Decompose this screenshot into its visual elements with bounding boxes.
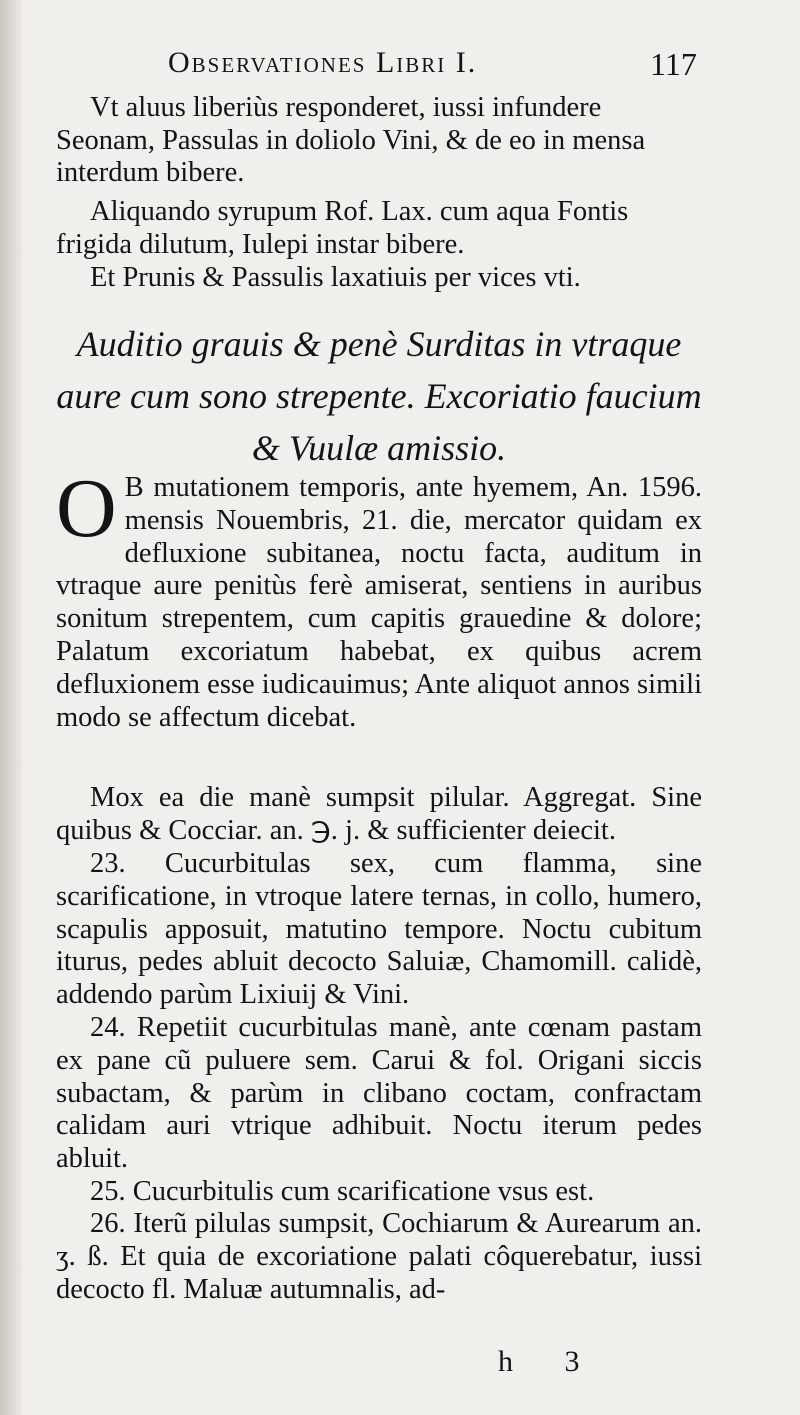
paragraph-syrupum: Aliquando syrupum Rof. Lax. cum aqua Fontis frigida dilutum, Iulepi instar bibere.	[56, 196, 629, 260]
paragraph-pilular: Mox ea die manè sumpsit pilular. Aggregat. Sine quibus & Cocciar. an. ℈. j. & sufficienter deiecit.	[56, 782, 702, 846]
case-description-text: B mutationem temporis, ante hyemem, An. 1596. mensis Nouembris, 21. die, mercator quidam ex defluxione subitanea, noctu facta, auditum in vtraque aure penitùs ferè amiserat, sentiens in auribus sonitum strepentem, cum capitis grauedine & dolore; Palatum excoriatum habebat, ex quibus acrem defluxionem esse iudicauimus; Ante aliquot annos simili modo se affectum dicebat.	[56, 472, 702, 733]
paragraph-day-26: 26. Iterũ pilulas sumpsit, Cochiarum & Aurearum an. ʒ. ß. Et quia de excoriatione palati côquerebatur, iussi decocto fl. Maluæ autumnalis, ad-	[56, 1208, 702, 1305]
paragraph-day-23: 23. Cucurbitulas sex, cum flamma, sine scarificatione, in vtroque latere ternas, in collo, humero, scapulis apposuit, matutino tempore. Noctu cubitum iturus, pedes abluit decocto Saluiæ, Chamomill. calidè, addendo parùm Lixiuij & Vini.	[56, 848, 702, 1011]
case-description-paragraph	[56, 462, 702, 734]
paragraph-day-25: 25. Cucurbitulis cum scarificatione vsus est.	[90, 1176, 595, 1207]
running-header	[0, 42, 800, 92]
page-number: 117	[650, 46, 697, 82]
paragraph-day-24: 24. Repetiit cucurbitulas manè, ante cœnam pastam ex pane cũ puluere sem. Carui & fol. Origani siccis subactam, & parùm in clibano coctam, confractam calidam auri vtrique adhibuit. Noctu iterum pedes abluit.	[56, 1012, 702, 1175]
drop-cap: O	[56, 462, 117, 555]
running-title: Observationes Libri I.	[168, 46, 478, 79]
page-gutter-shadow	[0, 0, 22, 1415]
section-heading: Auditio grauis & penè Surditas in vtraque aure cum sono strepente. Excoriatio faucium & Vuulæ amissio.	[56, 324, 702, 468]
signature-mark: h 3	[498, 1345, 602, 1378]
paragraph-aluus: Vt aluus liberiùs responderet, iussi infundere Seonam, Passulas in doliolo Vini, & de eo in mensa interdum bibere.	[56, 92, 646, 188]
paragraph-prunis: Et Prunis & Passulis laxatiuis per vices vti.	[90, 262, 581, 293]
